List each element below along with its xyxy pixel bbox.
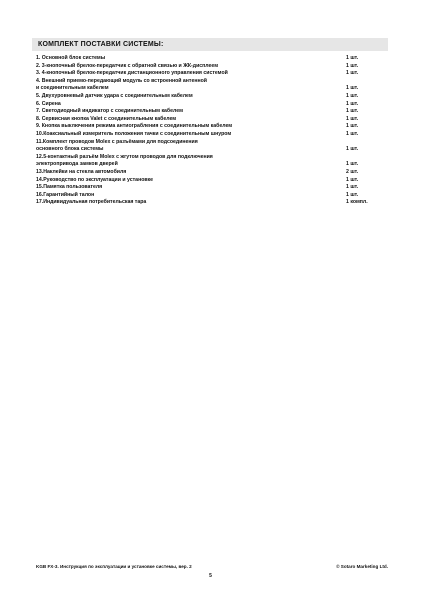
item-quantity: 1 шт. — [346, 176, 359, 183]
list-item — [36, 123, 386, 131]
item-quantity: 1 шт. — [346, 184, 359, 191]
item-quantity: 1 шт. — [346, 100, 359, 107]
item-quantity: 1 шт. — [346, 62, 359, 69]
item-quantity: 1 компл. — [346, 199, 368, 206]
list-item — [36, 93, 386, 101]
item-label: 14.Руководство по эксплуатации и установке — [36, 176, 154, 183]
item-label: 16.Гарантийный талон — [36, 191, 95, 198]
item-label: 7. Светодиодный индикатор с соединительным кабелем — [36, 108, 183, 115]
package-contents-list — [36, 55, 386, 207]
item-quantity: 1 шт. — [346, 191, 359, 198]
item-quantity: 1 шт. — [346, 115, 359, 122]
item-label: 3. 4-кнопочный брелок-передатчик дистанционного управления системой — [36, 70, 228, 77]
footer-copyright: © Sotaro Marketing Ltd. — [336, 564, 388, 569]
item-quantity: 1 шт. — [346, 161, 359, 168]
page-footer — [36, 563, 388, 570]
list-item — [36, 154, 386, 169]
item-quantity: 1 шт. — [346, 55, 359, 61]
item-quantity: 1 шт. — [346, 123, 359, 130]
item-label: 17.Индивидуальная потребительская тара — [36, 199, 147, 206]
section-header: КОМПЛЕКТ ПОСТАВКИ СИСТЕМЫ: — [32, 38, 388, 51]
item-label: 8. Сервисная кнопка Valet с соединительным кабелем — [36, 115, 177, 122]
item-label: 4. Внешний приемо-передающий модуль со встроенной антенной и соединительным кабелем — [36, 77, 207, 92]
list-item — [36, 78, 386, 93]
item-label: 11.Комплект проводов Molex с разъёмами для подсоединения основного блока системы — [36, 138, 198, 153]
list-item — [36, 169, 386, 177]
list-item — [36, 70, 386, 78]
item-label: 1. Основной блок системы — [36, 55, 106, 61]
list-item — [36, 55, 386, 63]
item-quantity: 1 шт. — [346, 70, 359, 77]
item-label: 5. Двухуровневый датчик удара с соединительным кабелем — [36, 92, 193, 99]
list-item — [36, 108, 386, 116]
item-quantity: 1 шт. — [346, 85, 359, 92]
list-item — [36, 139, 386, 154]
list-item — [36, 131, 386, 139]
item-quantity: 2 шт. — [346, 168, 359, 175]
item-label: 9. Кнопка выключения режима антиограбления с соединительным кабелем — [36, 123, 233, 130]
list-item — [36, 177, 386, 185]
page-number: 5 — [209, 573, 212, 579]
item-label: 10.Коаксиальный измеритель положения тачки с соединительным шнуром — [36, 130, 232, 137]
list-item — [36, 199, 386, 207]
item-label: 2. 3-кнопочный брелок-передатчик с обратной связью и ЖК-дисплеем — [36, 62, 219, 69]
item-label: 13.Наклейки на стекла автомобиля — [36, 168, 127, 175]
item-label: 6. Сирена — [36, 100, 61, 107]
list-item — [36, 184, 386, 192]
footer-document-title: KGB FX-3. Инструкция по эксплуатации и установке системы, вер. 2 — [36, 564, 192, 569]
item-quantity: 1 шт. — [346, 108, 359, 115]
item-label: 12.5-контактный разъём Molex с жгутом проводов для подключения электропривода замков дверей — [36, 153, 213, 168]
item-quantity: 1 шт. — [346, 92, 359, 99]
item-quantity: 1 шт. — [346, 130, 359, 137]
item-label: 15.Памятка пользователя — [36, 184, 103, 191]
item-quantity: 1 шт. — [346, 146, 359, 153]
